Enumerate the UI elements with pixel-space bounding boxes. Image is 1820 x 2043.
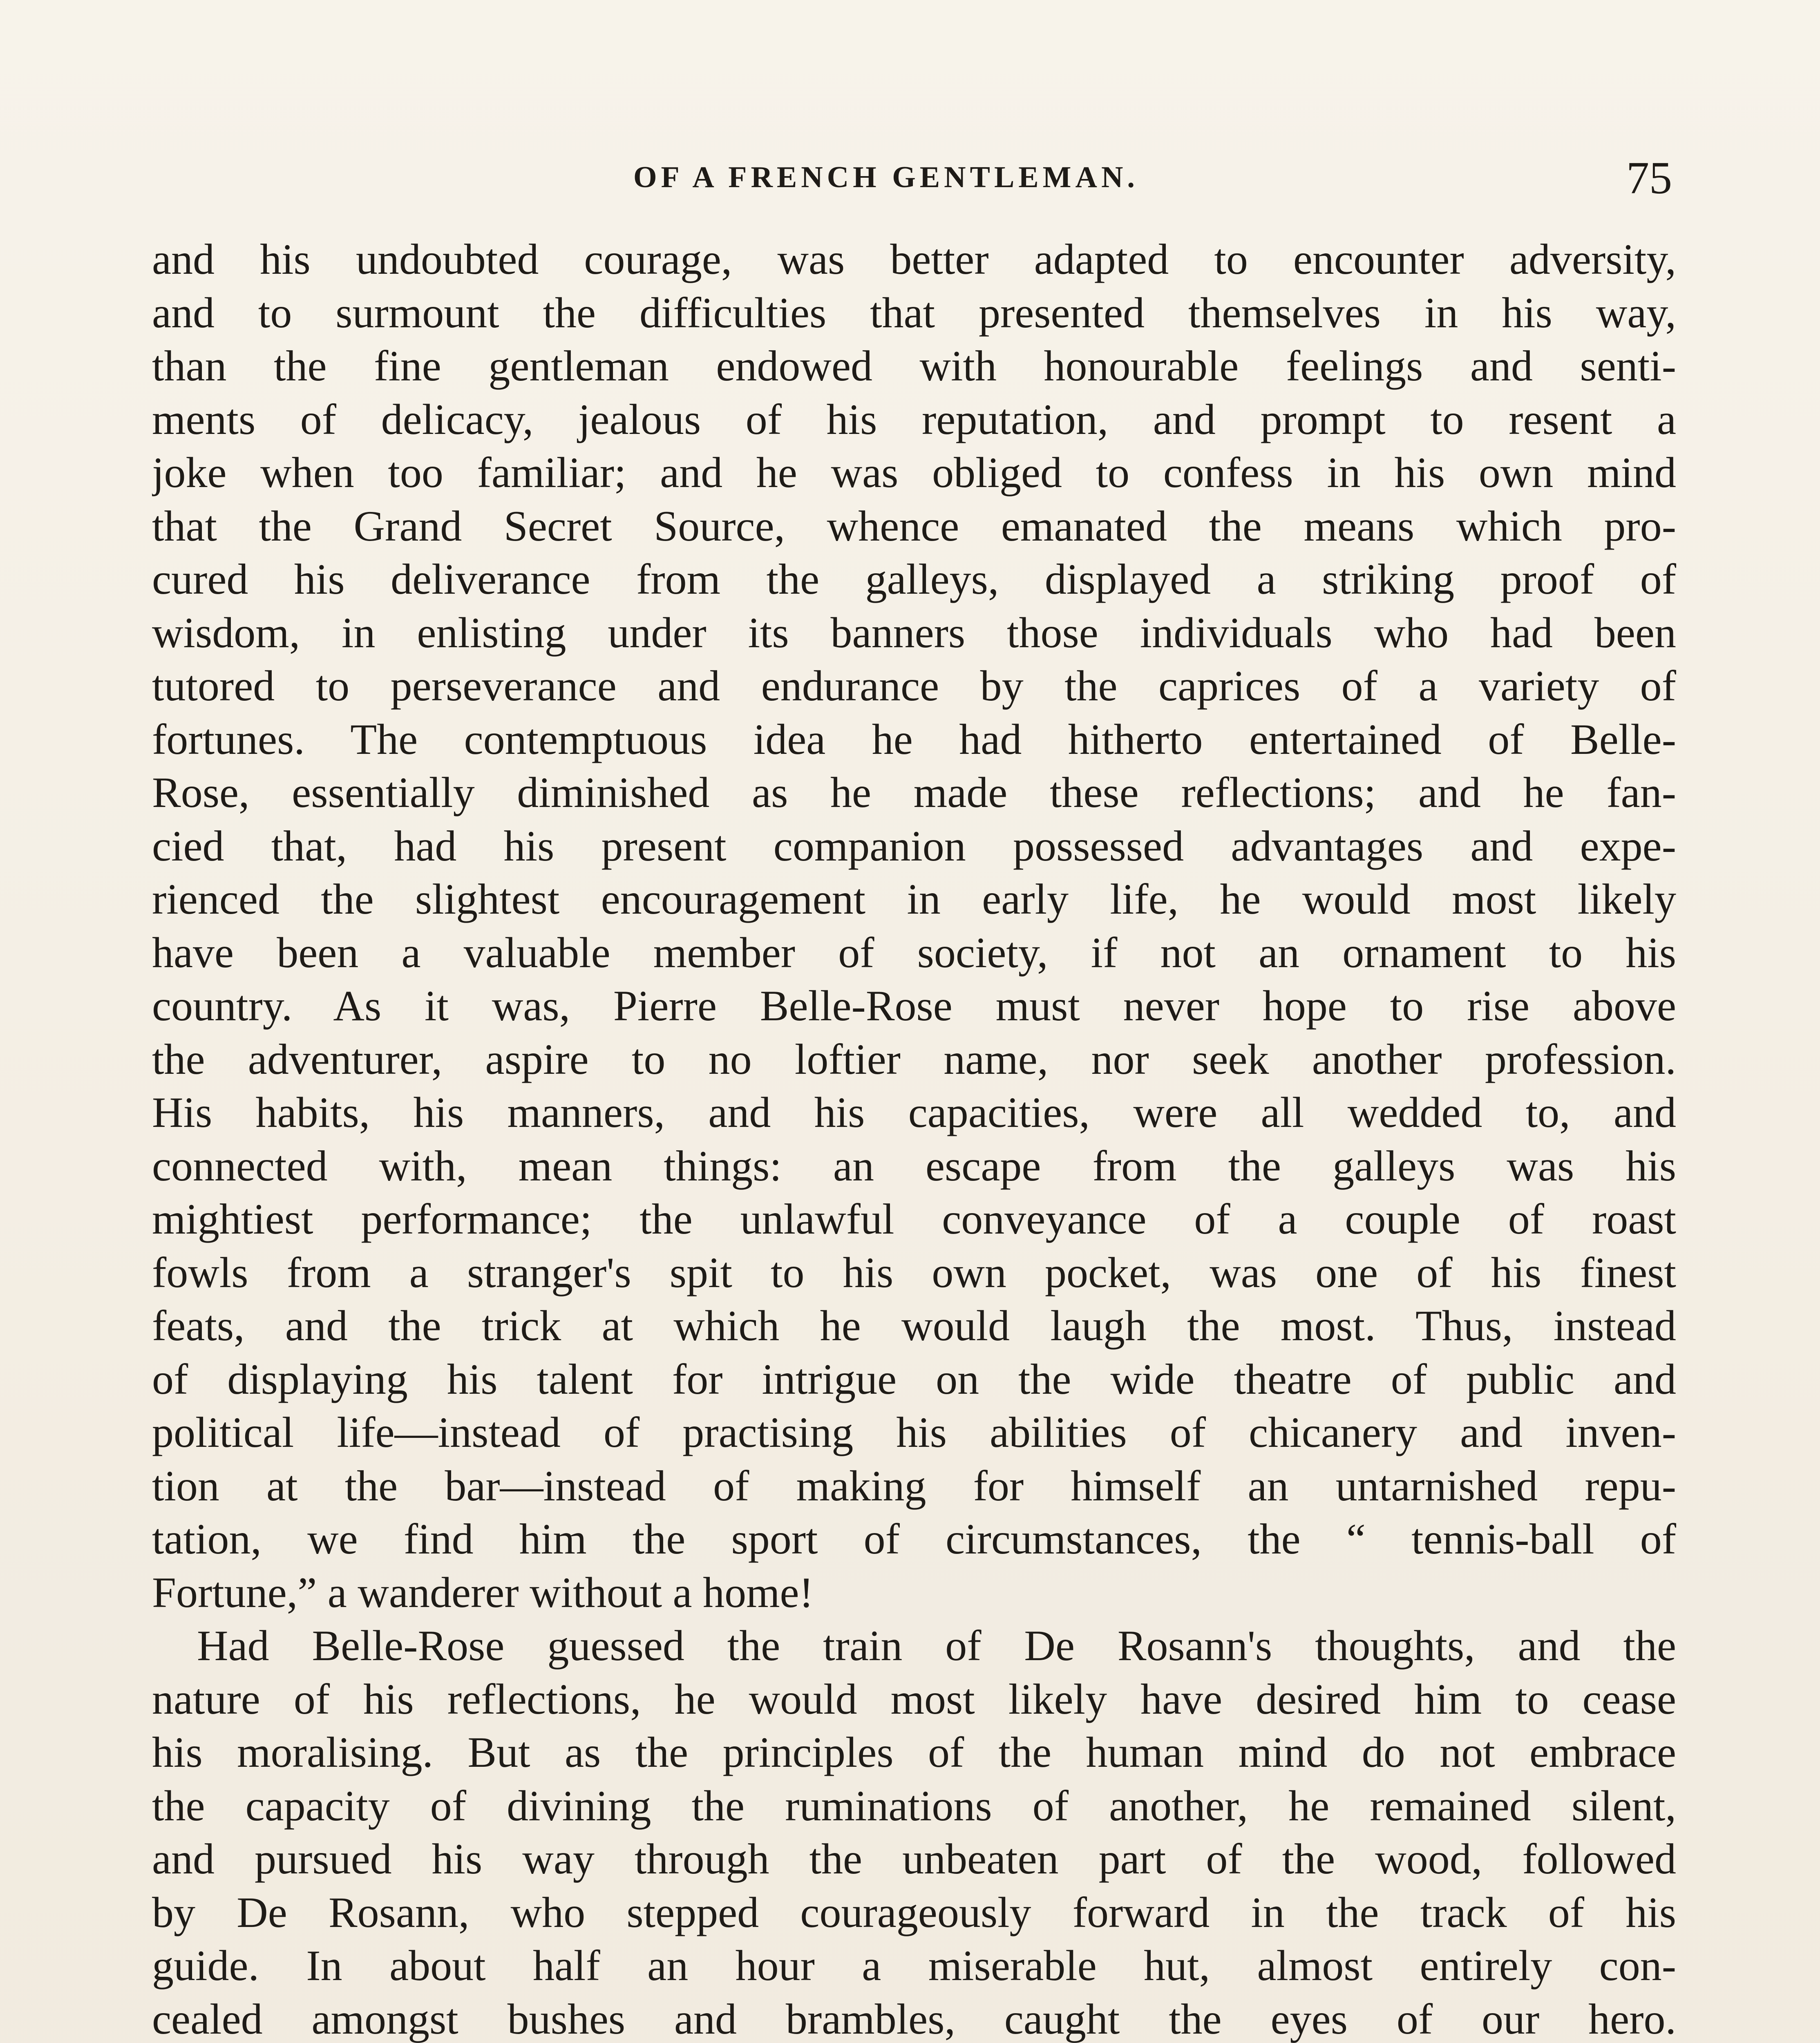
text-line: and his undoubted courage, was better adapted to encounter adversity, [152, 235, 1676, 283]
text-line: cealed amongst bushes and brambles, caught the eyes of our hero. [152, 1995, 1676, 2043]
running-title: OF A FRENCH GENTLEMAN. [633, 161, 1139, 194]
text-line: and to surmount the difficulties that presented themselves in his way, [152, 288, 1676, 337]
text-line: his moralising. But as the principles of the human mind do not embrace [152, 1728, 1676, 1776]
text-line: the adventurer, aspire to no loftier name, nor seek another profession. [152, 1035, 1676, 1083]
text-line: fortunes. The contemptuous idea he had hitherto entertained of Belle- [152, 715, 1676, 763]
text-line: connected with, mean things: an escape from the galleys was his [152, 1142, 1676, 1190]
text-line: mightiest performance; the unlawful conveyance of a couple of roast [152, 1195, 1676, 1243]
text-line: guide. In about half an hour a miserable hut, almost entirely con- [152, 1942, 1676, 1989]
text-line: than the fine gentleman endowed with honourable feelings and senti- [152, 342, 1676, 390]
text-line: tion at the bar—instead of making for himself an untarnished repu- [152, 1462, 1676, 1510]
text-line: Rose, essentially diminished as he made these reflections; and he fan- [152, 769, 1676, 816]
page-number: 75 [1626, 153, 1672, 203]
body-text [152, 233, 1676, 2043]
text-line: joke when too familiar; and he was obliged to confess in his own mind [152, 449, 1676, 496]
text-line: of displaying his talent for intrigue on the wide theatre of public and [152, 1355, 1676, 1403]
text-line: wisdom, in enlisting under its banners those individuals who had been [152, 608, 1676, 657]
text-line: nature of his reflections, he would most likely have desired him to cease [152, 1675, 1676, 1723]
text-line: by De Rosann, who stepped courageously forward in the track of his [152, 1888, 1676, 1936]
text-line: cured his deliverance from the galleys, displayed a striking proof of [152, 555, 1676, 603]
text-line: and pursued his way through the unbeaten part of the wood, followed [152, 1835, 1676, 1883]
running-head [0, 153, 1820, 217]
text-line: rienced the slightest encouragement in early life, he would most likely [152, 875, 1676, 923]
text-line: fowls from a stranger's spit to his own pocket, was one of his finest [152, 1248, 1676, 1296]
text-line: the capacity of divining the ruminations of another, he remained silent, [152, 1781, 1676, 1830]
text-line: that the Grand Secret Source, whence emanated the means which pro- [152, 502, 1676, 550]
text-line: cied that, had his present companion possessed advantages and expe- [152, 822, 1676, 870]
text-line: Fortune,” a wanderer without a home! [152, 1568, 814, 1616]
text-line: country. As it was, Pierre Belle-Rose must never hope to rise above [152, 982, 1676, 1030]
text-line: political life—instead of practising his abilities of chicanery and inven- [152, 1408, 1676, 1456]
text-line: feats, and the trick at which he would laugh the most. Thus, instead [152, 1302, 1676, 1350]
text-line: tation, we find him the sport of circumstances, the “ tennis-ball of [152, 1515, 1676, 1563]
text-line: tutored to perseverance and endurance by the caprices of a variety of [152, 662, 1676, 710]
text-line: have been a valuable member of society, if not an ornament to his [152, 928, 1676, 977]
text-line: Had Belle-Rose guessed the train of De Rosann's thoughts, and the [197, 1622, 1676, 1670]
text-line: ments of delicacy, jealous of his reputation, and prompt to resent a [152, 395, 1676, 443]
text-line: His habits, his manners, and his capacities, were all wedded to, and [152, 1089, 1676, 1136]
